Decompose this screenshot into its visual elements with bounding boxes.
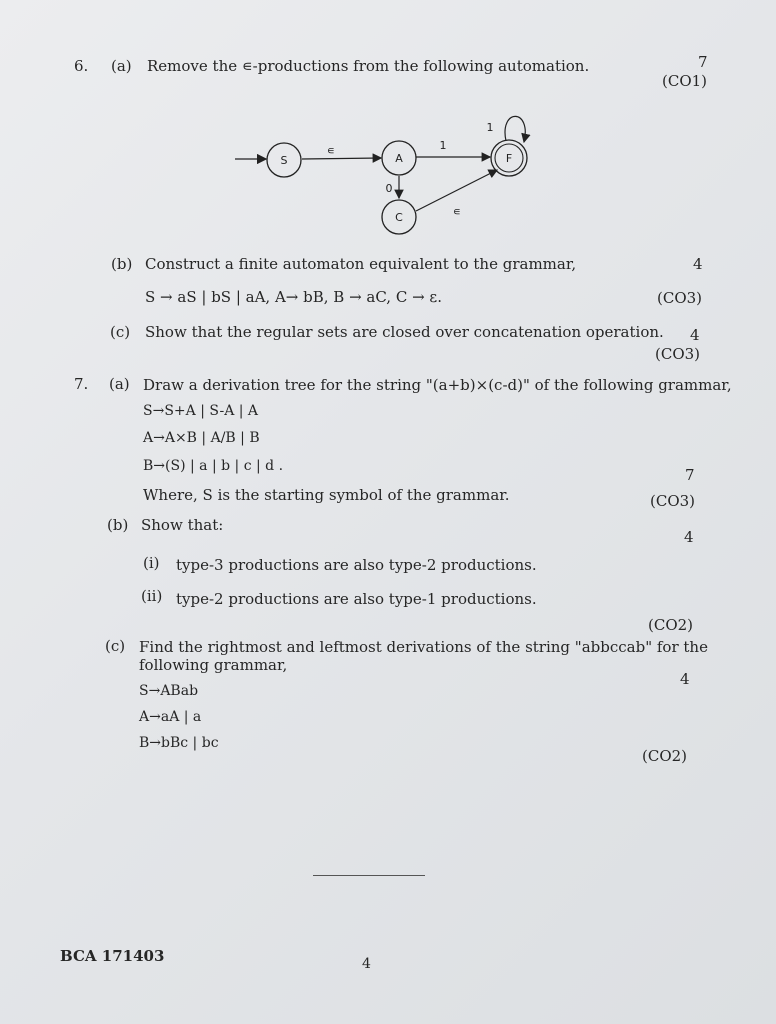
q6a-text: Remove the ∊-productions from the following automation. [147,57,590,75]
end-rule [313,875,425,876]
q6b-co: (CO3) [657,289,703,307]
q7c-label: (c) [105,637,126,655]
q6b-text: Construct a finite automaton equivalent to the grammar, [145,255,577,273]
edge-a-f-label: 1 [439,139,447,152]
q6b-marks: 4 [693,255,703,273]
paper-code: BCA 171403 [60,947,165,965]
q6b-grammar: S → aS | bS | aA, A→ bB, B → aC, C → ε. [145,288,442,306]
page-number: 4 [362,956,371,972]
q7b-i-label: (i) [143,554,160,572]
state-a-label: A [395,152,403,165]
q7a-marks: 7 [685,466,695,484]
q7a-label: (a) [109,375,130,393]
automaton-diagram [225,100,545,245]
q7b-i-text: type-3 productions are also type-2 productions. [176,556,537,574]
q6a-co: (CO1) [662,72,708,90]
q6c-label: (c) [110,323,131,341]
q7b-label: (b) [107,516,129,534]
q7a-rule2: A→A×B | A/B | B [143,430,260,446]
q7a-where: Where, S is the starting symbol of the grammar. [143,486,510,504]
q6b-label: (b) [111,255,133,273]
q7b-text: Show that: [141,516,224,534]
q7c-rule2: A→aA | a [139,709,202,725]
q6a-marks: 7 [698,53,708,71]
q7b-co: (CO2) [648,616,694,634]
q6c-co: (CO3) [655,345,701,363]
q7c-line1: Find the rightmost and leftmost derivations of the string "abbccab" for the [139,638,708,656]
q7a-rule1: S→S+A | S-A | A [143,403,259,419]
q6a-label: (a) [111,57,132,75]
q7a-co: (CO3) [650,492,696,510]
q6c-text: Show that the regular sets are closed over concatenation operation. [145,323,664,341]
edge-a-c-label: 0 [385,182,393,195]
edge-s-a [302,158,381,159]
q7c-rule3: B→bBc | bc [139,735,219,751]
q6c-marks: 4 [690,326,700,344]
q7c-line2: following grammar, [139,656,288,674]
state-f-label: F [505,152,513,165]
q7c-rule1: S→ABab [139,683,199,699]
q7b-ii-text: type-2 productions are also type-1 productions. [176,590,537,608]
edge-c-f-label: ∊ [453,205,461,218]
q7a-rule3: B→(S) | a | b | c | d . [143,458,284,474]
q7c-co: (CO2) [642,747,688,765]
q7b-marks: 4 [684,528,694,546]
state-c-label: C [395,211,403,224]
state-s-label: S [280,154,288,167]
q7a-text: Draw a derivation tree for the string "(a+b)×(c-d)" of the following grammar, [143,376,732,394]
edge-f-loop [505,116,525,142]
q7b-ii-label: (ii) [141,587,163,605]
q6-number: 6. [74,57,89,75]
edge-f-loop-label: 1 [486,121,494,134]
edge-s-a-label: ∊ [327,144,335,157]
q7c-marks: 4 [680,670,690,688]
q7-number: 7. [74,375,89,393]
